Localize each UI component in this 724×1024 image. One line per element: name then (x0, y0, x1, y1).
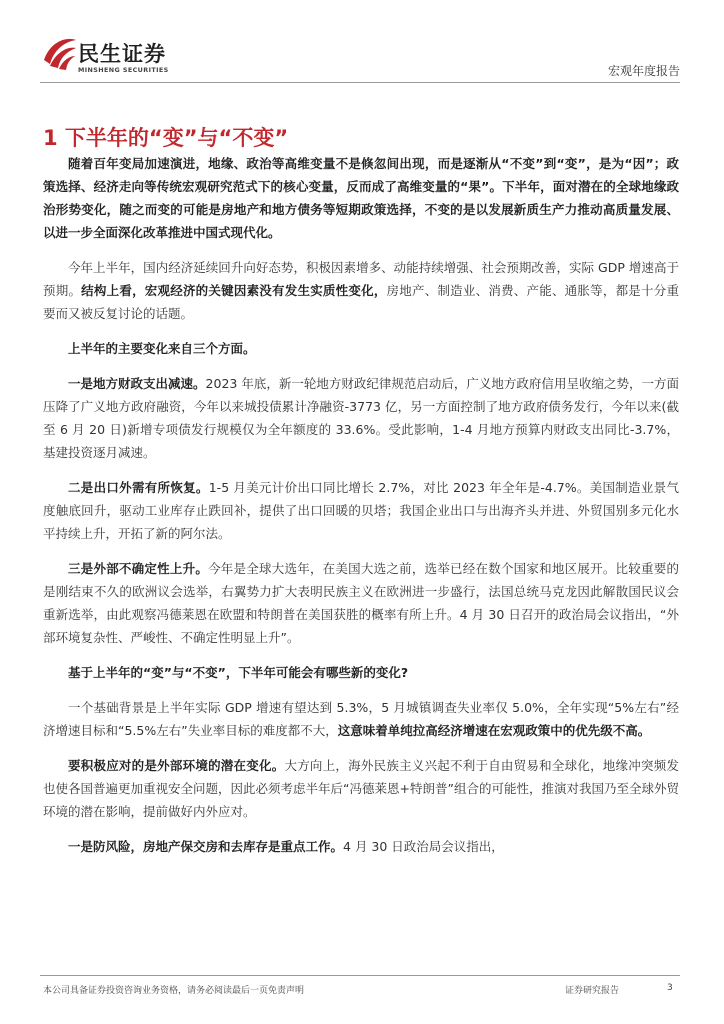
paragraph-bold: 随着百年变局加速演进，地缘、政治等高维变量不是倏忽间出现，而是逐渐从“不变”到“变”，是为“因”；政策选择、经济走向等传统宏观研究范式下的核心变量，反而成了高维变量的“果”。下半年，面对潜在的全球地缘政治形势变化，随之而变的可能是房地产和地方债务等短期政策选择，不变的是以发展新质生产力推动高质量发展、以进一步全面深化改革推进中国式现代化。 (43, 156, 679, 240)
paragraph-2 (43, 256, 679, 325)
paragraph-bold: 要积极应对的是外部环境的潜在变化。 (68, 758, 285, 773)
paragraph-1 (43, 152, 679, 244)
minsheng-logo (40, 34, 180, 78)
paragraph-3 (43, 337, 679, 360)
paragraph-text: 今年是全球大选年，在美国大选之前，选举已经在数个国家和地区展开。比较重要的是刚结束不久的欧洲议会选举，右翼势力扩大表明民族主义在欧洲进一步盛行，法国总统马克龙因此解散国民议会重新选举，由此观察冯德莱恩在欧盟和特朗普在美国获胜的概率有所上升。4 月 30 日召开的政治局会议指出，“外部环境复杂性、严峻性、不确定性明显上升”。 (43, 561, 679, 645)
paragraph-7 (43, 661, 679, 684)
paragraph-4 (43, 372, 679, 464)
footer-disclaimer: 本公司具备证券投资咨询业务资格，请务必阅读最后一页免责声明 (43, 986, 305, 996)
section-title: 1 下半年的“变”与“不变” (43, 126, 289, 150)
paragraph-bold: 一是防风险，房地产保交房和去库存是重点工作。 (68, 839, 344, 854)
report-type-label: 宏观年度报告 (607, 64, 680, 78)
page-number: 3 (667, 983, 673, 993)
paragraph-10 (43, 835, 679, 858)
paragraph-text: 一个基础背景是上半年实际 GDP 增速有望达到 5.3%，5 月城镇调查失业率仅 5.0%，全年实现“5%左右”经济增速目标和“5.5%左右”失业率目标的难度都不大， (43, 700, 679, 738)
header-divider (40, 82, 680, 83)
paragraph-text: 4 月 30 日政治局会议指出， (343, 839, 504, 854)
paragraph-bold: 这意味着单纯拉高经济增速在宏观政策中的优先级不高。 (337, 723, 651, 738)
paragraph-text: 大方向上，海外民族主义兴起不利于自由贸易和全球化，地缘冲突频发也使各国普遍更加重视安全问题，因此必须考虑半年后“冯德莱恩+特朗普”组合的可能性，推演对我国乃至全球外贸环境的潜在影响，提前做好内外应对。 (43, 758, 679, 819)
logo-english-name: MINSHENG SECURITIES (78, 66, 169, 74)
paragraph-text: 2023 年底，新一轮地方财政纪律规范启动后，广义地方政府信用呈收缩之势，一方面压降了广义地方政府融资，今年以来城投债累计净融资-3773 亿，另一方面控制了地方政府债务发行，今年以来(截至 6 月 20 日)新增专项债发行规模仅为全年额度的 33.6%。受此影响，1-4 月地方预算内财政支出同比-3.7%，基建投资逐月减速。 (43, 376, 679, 460)
logo-chinese-name: 民生证券 (78, 42, 166, 66)
page-header (0, 0, 724, 86)
paragraph-9 (43, 754, 679, 823)
paragraph-bold: 结构上看，宏观经济的关键因素没有发生实质性变化， (81, 283, 387, 298)
paragraph-bold: 一是地方财政支出减速。 (68, 376, 206, 391)
footer-report-label: 证券研究报告 (565, 986, 620, 996)
footer-divider (40, 975, 680, 976)
paragraph-bold: 三是外部不确定性上升。 (68, 561, 209, 576)
paragraph-8 (43, 696, 679, 742)
body-content (43, 152, 679, 870)
paragraph-text: 今年上半年，国内经济延续回升向好态势，积极因素增多、动能持续增强、社会预期改善，实际 GDP 增速高于预期。 (43, 260, 679, 298)
paragraph-text: 1-5 月美元计价出口同比增长 2.7%，对比 2023 年全年是-4.7%。美国制造业景气度触底回升，驱动工业库存止跌回补，提供了出口回暖的贝塔；我国企业出口与出海齐头并进、外贸国别多元化水平持续上升，开拓了新的阿尔法。 (43, 480, 679, 541)
paragraph-bold: 基于上半年的“变”与“不变”，下半年可能会有哪些新的变化? (68, 665, 409, 680)
paragraph-bold: 二是出口外需有所恢复。 (68, 480, 209, 495)
paragraph-text: 房地产、制造业、消费、产能、通胀等，都是十分重要而又被反复讨论的话题。 (43, 283, 679, 321)
paragraph-6 (43, 557, 679, 649)
paragraph-bold: 上半年的主要变化来自三个方面。 (68, 341, 256, 356)
paragraph-5 (43, 476, 679, 545)
